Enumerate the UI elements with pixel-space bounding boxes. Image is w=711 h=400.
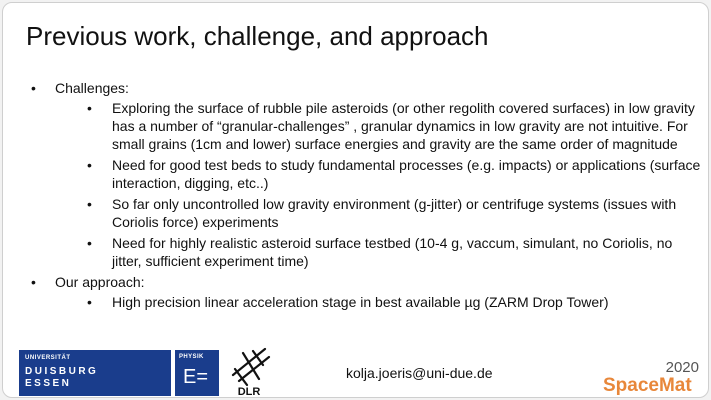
list-item [77, 195, 701, 231]
bullet-list [31, 79, 701, 311]
bullet: • [87, 235, 92, 251]
slide [2, 2, 709, 398]
bullet: • [87, 294, 92, 310]
physics-logo-label: PHYSIK [179, 354, 204, 360]
sub-bullet-list [55, 99, 701, 270]
list-item [77, 156, 701, 192]
section-challenges [31, 79, 701, 270]
footer [3, 333, 708, 398]
contact-email: kolja.joeris@uni-due.de [346, 365, 493, 381]
list-item-text: So far only uncontrolled low gravity environment (g-jitter) or centrifuge systems (issues with Coriolis force) experiments [112, 196, 677, 230]
bullet: • [87, 157, 92, 173]
list-item-text: Need for good test beds to study fundamental processes (e.g. impacts) or applications (surface interaction, digging, etc..) [112, 157, 701, 191]
list-item-text: Need for highly realistic asteroid surface testbed (10-4 g, vaccum, simulant, no Coriolis, no jitter, sufficient experiment time) [112, 235, 673, 269]
list-item-text: High precision linear acceleration stage in best available µg (ZARM Drop Tower) [112, 294, 609, 310]
physics-logo [175, 350, 219, 396]
list-item [77, 293, 701, 311]
university-logo [19, 350, 171, 396]
university-logo-line1: UNIVERSITÄT [25, 355, 71, 361]
bullet: • [31, 80, 36, 96]
slide-title: Previous work, challenge, and approach [26, 21, 489, 51]
list-item [77, 99, 701, 153]
physics-logo-formula: E= [183, 366, 209, 388]
list-item-text: Exploring the surface of rubble pile asteroids (or other regolith covered surfaces) in low gravity has a number of “granular-challenges” , granular dynamics in low gravity are not intuitive. For small grains (1cm and lower) surface energies and gravity are the same order of magnitude [112, 100, 695, 152]
dlr-logo-text: DLR [237, 386, 261, 397]
section-heading: Challenges: [55, 80, 129, 96]
bullet: • [31, 274, 36, 290]
university-logo-line3: ESSEN [25, 378, 72, 389]
slide-content [31, 79, 701, 314]
spacemat-name: SpaceMat [603, 375, 692, 396]
bullet: • [87, 100, 92, 116]
section-approach [31, 273, 701, 311]
spacemat-year: 2020 [665, 359, 699, 376]
section-heading: Our approach: [55, 274, 145, 290]
university-logo-line2: DUISBURG [25, 366, 99, 377]
sub-bullet-list [55, 293, 701, 311]
dlr-logo-icon [225, 345, 275, 397]
list-item [77, 234, 701, 270]
spacemat-logo [601, 359, 709, 398]
bullet: • [87, 196, 92, 212]
